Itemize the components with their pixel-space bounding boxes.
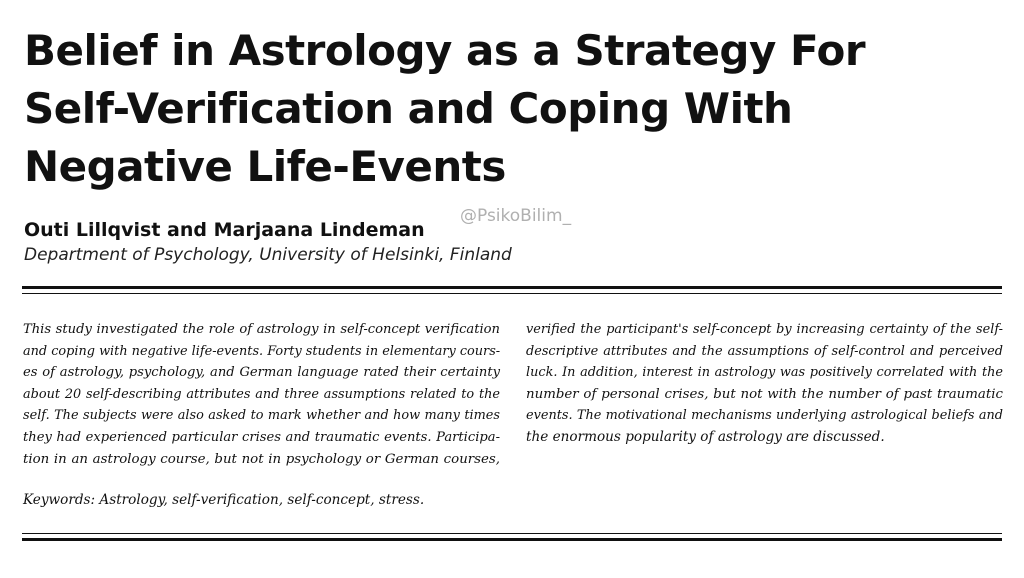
- abstract-line: and coping with negative life-events. Forty students in elementary cours-: [23, 343, 501, 359]
- top-rule-thick: [22, 286, 1002, 289]
- keywords: Keywords: Astrology, self-verification, self-concept, stress.: [23, 492, 425, 508]
- abstract-line: tion in an astrology course, but not in psychology or German courses,: [23, 451, 500, 467]
- abstract-line: they had experienced particular crises and traumatic events. Participa-: [23, 429, 500, 445]
- abstract-right-column: [526, 319, 1003, 449]
- authors: Outi Lillqvist and Marjaana Lindeman: [24, 219, 425, 241]
- abstract-left-column: [23, 319, 500, 470]
- title-line-1: Belief in Astrology as a Strategy For: [24, 26, 866, 75]
- abstract-line: self. The subjects were also asked to mark whether and how many times: [23, 408, 500, 424]
- abstract-line: es of astrology, psychology, and German language rated their certainty: [23, 365, 500, 381]
- top-rule-thin: [22, 293, 1002, 294]
- abstract-line: This study investigated the role of astrology in self-concept verification: [23, 322, 500, 337]
- bottom-rule-thin: [22, 533, 1002, 534]
- bottom-rule-thick: [22, 538, 1002, 541]
- abstract-line: events. The motivational mechanisms underlying astrological beliefs and: [526, 408, 1003, 424]
- abstract-line: verified the participant's self-concept by increasing certainty of the self-: [526, 322, 1003, 337]
- title-line-3: Negative Life-Events: [24, 142, 506, 191]
- abstract-line: descriptive attributes and the assumptions of self-control and perceived: [526, 343, 1003, 359]
- title-line-2: Self-Verification and Coping With: [24, 84, 793, 133]
- watermark: @PsikoBilim_: [460, 206, 572, 226]
- abstract-line: the enormous popularity of astrology are discussed.: [526, 428, 885, 445]
- affiliation: Department of Psychology, University of Helsinki, Finland: [24, 245, 512, 265]
- abstract-line: number of personal crises, but not with the number of past traumatic: [526, 386, 1003, 402]
- abstract-line: about 20 self-describing attributes and three assumptions related to the: [23, 386, 500, 402]
- abstract-line: luck. In addition, interest in astrology was positively correlated with the: [526, 365, 1003, 381]
